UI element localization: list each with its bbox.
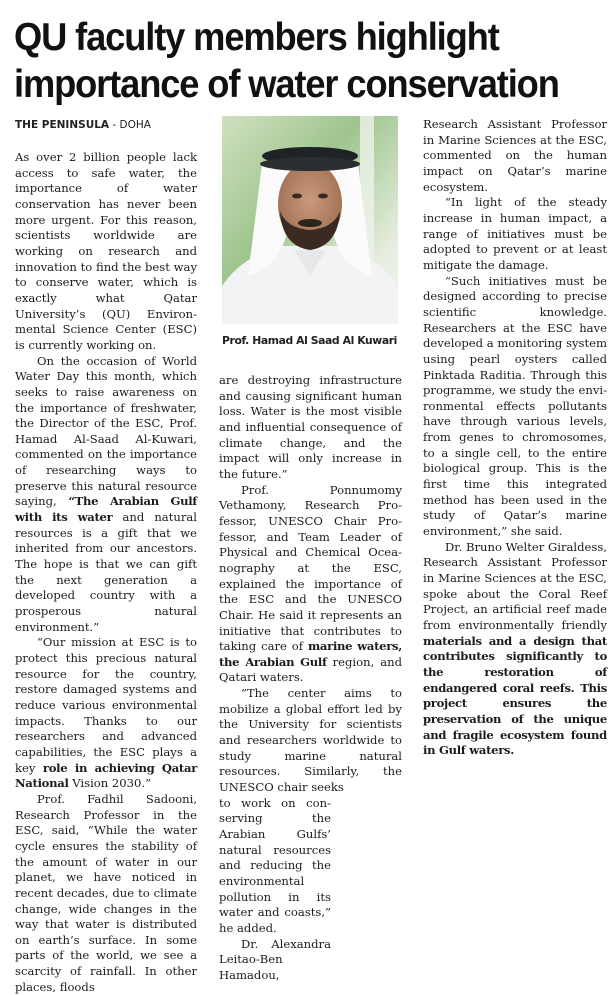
paragraph-text: region, and Qatari waters.: [219, 654, 402, 685]
byline-source: THE PENINSULA: [15, 119, 110, 131]
quote-emphasis: “The Arabian Gulf with its water: [15, 494, 197, 525]
photo-caption: Prof. Hamad Al Saad Al Kuwari: [222, 334, 397, 347]
paragraph-text: and natural resources is a gift that we inherited from our ancestors. The hope is that we can gift the next generation a developed country with a prosperous natural environment.”: [15, 510, 197, 634]
portrait-photo: [222, 116, 398, 324]
article-column-1: [15, 150, 197, 995]
paragraph: are destroying infrastructure and causing significant human loss. Water is the most visible and influential consequence of climate change, and the impact will only increase in the future.”: [219, 373, 402, 481]
paragraph: [423, 540, 607, 759]
paragraph: to work on conserving the Arabian Gulfs’ natural resources and reducing the environmental pollution in its water and coasts,” he added.: [219, 795, 331, 935]
paragraph-text: On the occasion of World Water Day this month, which seeks to raise awareness on the importance of freshwater, the Director of the ESC, Prof. Hamad Al-Saad Al-Kuwari, commented on the importance of researching ways to preserve this natural resource saying,: [15, 353, 197, 509]
paragraph: “Such initiatives must be designed according to precise scientific knowledge. Researchers at the ESC have developed a monitoring system using pearl oysters called Pinktada Raditia. Through this programme, we study the environmental effects pollutants have through various levels, from genes to chromosomes, to a single cell, to the entire biological group. This is the first time this integrated method has been used in the study of Qatar’s marine environment,” she said.: [423, 273, 607, 539]
portrait-image: [222, 116, 398, 324]
byline-separator: -: [109, 119, 120, 131]
paragraph-text: “Our mission at ESC is to protect this precious natural resource for the country, restore damaged systems and reduce various environmental impacts. Thanks to our researchers and advanced capabilities, the ESC plays a key: [15, 635, 197, 775]
headline-line-1: QU faculty members highlight: [14, 16, 499, 59]
paragraph: [15, 354, 197, 636]
article-column-3: [423, 117, 607, 759]
headline: [14, 14, 572, 108]
byline: [15, 119, 151, 131]
paragraph: As over 2 billion people lack access to safe water, the importance of water conservation has never been more urgent. For this reason, scientists worldwide are working on research and innovation to find the best way to conserve water, which is exactly what Qatar University’s (QU) Environmental Science Center (ESC) is currently working on.: [15, 150, 197, 352]
paragraph: “In light of the steady increase in human impact, a range of initiatives must be adopted to prevent or at least mitigate the damage.: [423, 195, 607, 272]
byline-location: DOHA: [119, 119, 151, 131]
emphasis: materials and a design that contributes significantly to the restoration of endangered coral reefs. This project ensures the preservation of the unique and fragile ecosystem found in Gulf waters.: [423, 633, 607, 758]
emphasis: marine waters, the Arabian Gulf: [219, 639, 402, 669]
paragraph: “The center aims to mobilize a global effort led by the University for scientists and researchers worldwide to study marine natural resources. Similarly, the UNESCO chair seeks: [219, 686, 402, 795]
paragraph-text: Vision 2030.”: [72, 776, 152, 791]
paragraph: [219, 483, 402, 687]
paragraph: Prof. Fadhil Sadooni, Research Professor in the ESC, said, “While the water cycle ensures the stability of the amount of water in our planet, we have noticed in recent decades, due to climate change, wide changes in the way that water is distributed on earth’s surface. In some parts of the world, we see a scarcity of rainfall. In other places, floods: [15, 791, 197, 994]
article-column-2: [219, 373, 402, 984]
paragraph: Dr. Alexandra Leitao-Ben Hamadou,: [219, 936, 331, 982]
paragraph-text: Prof. Ponnumomy Vethamony, Research Professor, UNESCO Chair Professor, and Team Leader of Physical and Chemical Oceanography at the ESC, explained the importance of the ESC and the UNESCO Chair. He said it represents an initiative that contributes to taking care of: [219, 482, 402, 654]
paragraph-text: Dr. Bruno Welter Giraldess, Research Assistant Professor in Marine Sciences at the ESC, spoke about the Coral Reef Project, an artificial reef made from environmentally friendly: [423, 539, 607, 632]
narrow-column-block: [219, 796, 331, 984]
headline-line-2: importance of water conservation: [14, 63, 559, 106]
quote-emphasis: role in achieving Qatar National: [15, 760, 197, 791]
paragraph: Research Assistant Professor in Marine Sciences at the ESC, commented on the human impact on Qatar’s marine ecosystem.: [423, 117, 607, 194]
paragraph: [15, 635, 197, 792]
